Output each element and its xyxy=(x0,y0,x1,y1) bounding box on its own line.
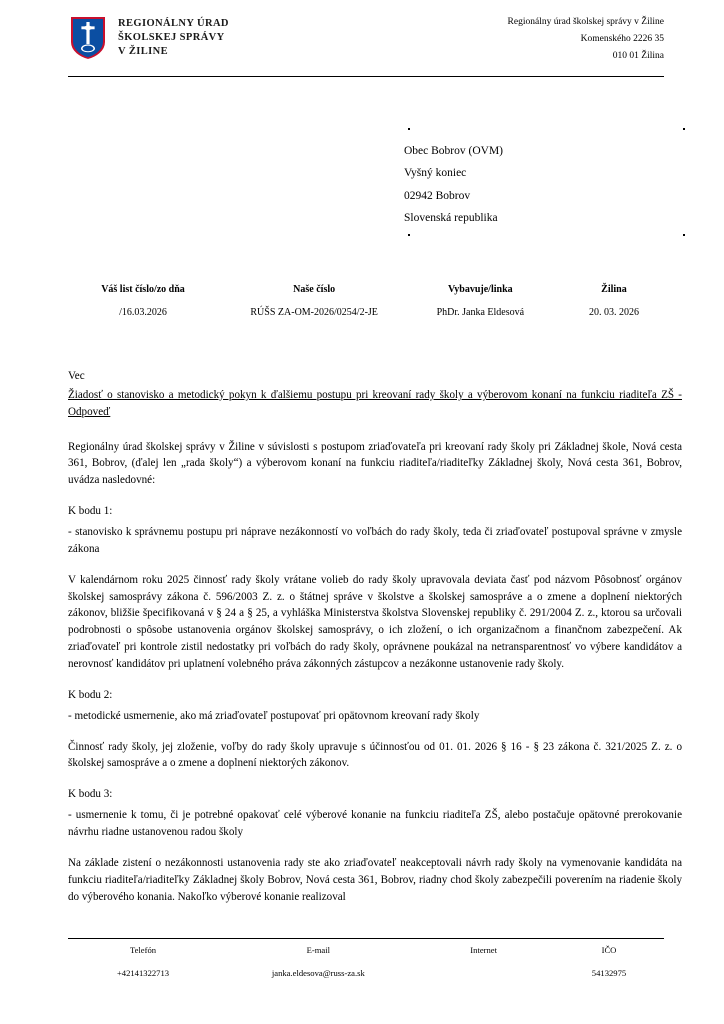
point-2-heading: K bodu 2: xyxy=(68,688,113,701)
point-3-heading: K bodu 3: xyxy=(68,788,113,801)
recipient-line-4: Slovenská republika xyxy=(404,212,498,225)
sender-line-1: Regionálny úrad školskej správy v Žiline xyxy=(507,17,664,27)
recipient-line-2: Vyšný koniec xyxy=(404,167,467,180)
sender-address xyxy=(508,14,664,65)
footer-email xyxy=(223,945,413,978)
recipient-address xyxy=(404,140,503,230)
footer-ico xyxy=(554,945,664,978)
ico-label: IČO xyxy=(601,945,617,955)
reference-place-date xyxy=(564,284,664,318)
point-3-paragraph: Na základe zistení o nezákonnosti ustanovenia rady ste ako zriaďovateľ neakceptovali návrh rady školy na vymenovanie kandidáta na funkciu riaditeľa/riaditeľky Základnej školy Bobrov, Nová cesta 361, Bobrov, riadny chod školy zabezpečili poverením na riadenie školy do výberového konania. Nakoľko výberové konanie realizoval xyxy=(68,856,682,903)
reference-handler xyxy=(410,284,550,318)
envelope-window-marks xyxy=(68,128,664,236)
point-2-paragraph: Činnosť rady školy, jej zloženie, voľby do rady školy upravuje s účinnosťou od 01. 01. 2026 § 16 - § 23 zákona č. 321/2025 Z. z. o školskej samospráve a o zmene a doplnení niektorých zákonov. xyxy=(68,740,682,770)
email-label: E-mail xyxy=(306,945,331,955)
intro-paragraph: Regionálny úrad školskej správy v Žiline v súvislosti s postupom zriaďovateľa pri kreovaní rady školy pri Základnej škole, Nová cesta 361, Bobrov, (ďalej len „rada školy“) a výberovom konaní na funkciu riaditeľa/riaditeľky Základnej školy, Nová cesta 361, Bobrov, uvádza nasledovné: xyxy=(68,440,682,487)
handler-value: PhDr. Janka Eldesová xyxy=(436,307,525,318)
point-1-paragraph: V kalendárnom roku 2025 činnosť rady školy vrátane volieb do rady školy upravovala deviata časť pod názvom Pôsobnosť orgánov školskej samosprávy zákona č. 596/2003 Z. z. o štátnej správe v školstve a školskej samospráve a o zmene a doplnení niektorých zákonov, bližšie špecifikovaná v § 24 a § 25, a vyhláška Ministerstva školstva Slovenskej republiky č. 291/2004 Z. z., ktorou sa určovali podrobnosti o spôsobe ustanovenia orgánov školskej samosprávy, o ich zložení, o ich organizačnom a finančnom zabezpečení. Ak zriaďovateľ pri kontrole zistil nedostatky pri voľbách do rady školy, oprávnene poukázal na netransparentnosť vo výbere kandidátov a nerovnosť kandidátov pri uplatnení volebného práva zákonných zástupcov a nezákonne ustanovenie rady školy. xyxy=(68,573,682,671)
your-letter-value: /16.03.2026 xyxy=(119,307,167,318)
email-value[interactable]: janka.eldesova@russ-za.sk xyxy=(271,968,365,978)
mark-dot xyxy=(683,128,685,130)
subject-line: Žiadosť o stanovisko a metodický pokyn k ďalšiemu postupu pri kreovaní rady školy a výberovom konaní na funkciu riaditeľa ZŠ - Odpoveď xyxy=(68,388,682,418)
reference-your-letter xyxy=(68,284,218,318)
ico-value: 54132975 xyxy=(591,968,627,978)
mark-dot xyxy=(408,128,410,130)
reference-row xyxy=(68,284,664,318)
point-3-text: - usmernenie k tomu, či je potrebné opakovať celé výberové konanie na funkciu riaditeľa ZŠ, alebo postačuje opätovné prerokovanie návrhu riadne ustanovenou radou školy xyxy=(68,809,682,839)
sender-line-3: 010 01 Žilina xyxy=(612,51,664,62)
slovak-coat-of-arms-icon xyxy=(68,14,108,62)
footer-contact-row xyxy=(68,945,664,978)
point-1-text: - stanovisko k správnemu postupu pri náprave nezákonností vo voľbách do rady školy, teda či zriaďovateľ postupoval správne v zmysle zákona xyxy=(68,526,682,555)
our-number-label: Naše číslo xyxy=(293,284,336,295)
point-1-heading: K bodu 1: xyxy=(68,505,113,518)
date-value: 20. 03. 2026 xyxy=(588,307,639,318)
recipient-line-1: Obec Bobrov (OVM) xyxy=(404,145,504,157)
footer-internet xyxy=(419,945,549,978)
point-2-text: - metodické usmernenie, ako má zriaďovateľ postupovať pri opätovnom kreovaní rady školy xyxy=(68,709,480,722)
header-divider xyxy=(68,76,664,77)
reference-our-number xyxy=(232,284,397,318)
letterhead xyxy=(68,14,664,65)
handler-label: Vybavuje/linka xyxy=(447,284,513,295)
subject-label: Vec xyxy=(68,370,85,382)
phone-label: Telefón xyxy=(129,945,157,955)
footer-divider xyxy=(68,938,664,939)
footer-phone xyxy=(68,945,218,978)
organization-branding xyxy=(68,14,229,62)
phone-value: +42141322713 xyxy=(116,968,170,978)
letter-body xyxy=(68,368,682,919)
internet-label: Internet xyxy=(470,945,498,955)
mark-dot xyxy=(683,234,685,236)
sender-line-2: Komenského 2226 35 xyxy=(580,34,664,45)
place-label: Žilina xyxy=(601,284,627,295)
organization-name: REGIONÁLNY ÚRAD ŠKOLSKEJ SPRÁVY V ŽILINE xyxy=(118,18,229,58)
your-letter-label: Váš list číslo/zo dňa xyxy=(101,284,185,295)
recipient-line-3: 02942 Bobrov xyxy=(404,189,471,202)
our-number-value: RÚŠS ZA-OM-2026/0254/2-JE xyxy=(250,307,378,318)
mark-dot xyxy=(408,234,410,236)
